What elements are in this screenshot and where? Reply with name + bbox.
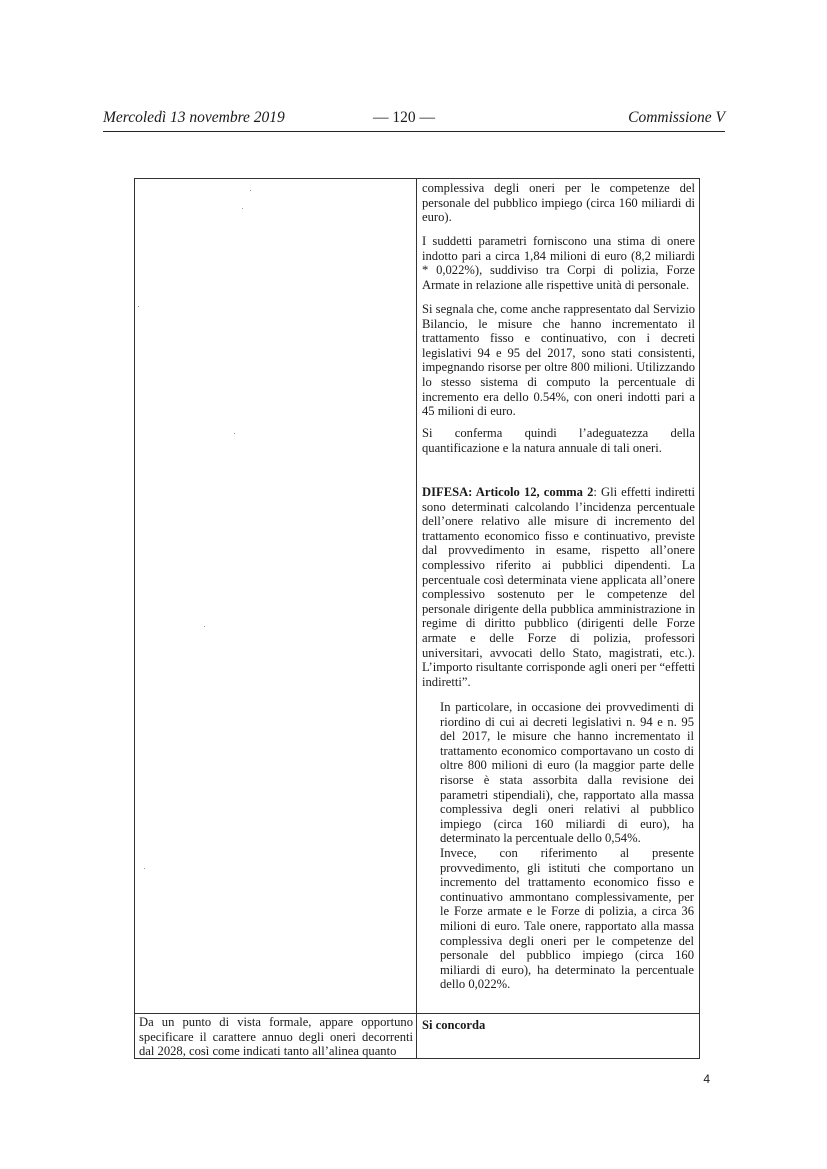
scan-speck — [204, 626, 205, 627]
header-committee: Commissione V — [628, 109, 725, 126]
defence-article-heading: DIFESA: Articolo 12, comma 2 — [422, 485, 594, 499]
footer-page-number: 4 — [703, 1072, 710, 1086]
header-page-number: — 120 — — [373, 109, 435, 126]
scan-speck — [250, 190, 251, 191]
paragraph-indented-detail — [440, 700, 694, 992]
scan-speck — [242, 208, 243, 209]
table-row-divider — [134, 1013, 700, 1014]
defence-article-text: : Gli effetti indiretti sono determinati calcolando l’incidenza percentuale dell’onere relativo alle misure di incremento del trattamento economico fisso e continuativo, previste dal provvedimento in esame, rispetto all’onere complessivo riferito ai pubblici dipendenti. La percentuale così determinata viene applicata all’onere complessivo sostenuto per le competenze del personale dirigente della pubblica amministrazione in regime di diritto pubblico (dirigenti delle Forze armate e delle Forze di polizia, professori universitari, avvocati dello Stato, magistrati, etc.). L’importo risultante corrisponde agli oneri per “effetti indiretti”. — [422, 485, 695, 689]
header-date: Mercoledì 13 novembre 2019 — [103, 109, 285, 126]
scan-speck — [144, 868, 145, 869]
paragraph-defence-article — [422, 485, 695, 689]
paragraph-estimated-charge: I suddetti parametri forniscono una stima di onere indotto pari a circa 1,84 milioni di euro (8,2 miliardi * 0,022%), suddiviso tra Corpi di polizia, Forze Armate in relazione alle rispettive unità di personale. — [422, 234, 695, 292]
formal-remark: Da un punto di vista formale, appare opportuno specificare il carattere annuo degli oneri decorrenti dal 2028, così come indicati tanto all’alinea quanto — [139, 1015, 413, 1059]
scan-speck — [234, 433, 235, 434]
detail-present-measure: Invece, con riferimento al presente provvedimento, gli istituti che comportano un incremento del trattamento economico fisso e continuativo ammontano complessivamente, per le Forze armate e le Forze di polizia, a circa 36 milioni di euro. Tale onere, rapportato alla massa complessiva degli oneri per le competenze del personale del pubblico impiego (circa 160 miliardi di euro), ha determinato la percentuale dello 0,022%. — [440, 845, 694, 992]
table-border-left — [134, 178, 135, 1059]
detail-reorganisation-decrees: In particolare, in occasione dei provvedimenti di riordino di cui ai decreti legislativi n. 94 e n. 95 del 2017, le misure che hanno incrementato il trattamento economico comportavano un costo di oltre 800 milioni di euro (la maggior parte delle risorse è stata assorbita dalla revisione dei parametri stipendiali), che, rapportato alla massa complessiva degli oneri relativi al pubblico impiego (circa 160 miliardi di euro), ha determinato la percentuale dello 0,54%. — [440, 700, 694, 846]
agreement-response: Si concorda — [422, 1018, 486, 1032]
paragraph-confirmation: Si conferma quindi l’adeguatezza della quantificazione e la natura annuale di tali oneri. — [422, 426, 695, 455]
table-border-right — [699, 178, 700, 1059]
scan-speck — [138, 306, 139, 307]
comparison-table — [134, 178, 700, 1059]
table-column-divider — [416, 178, 417, 1059]
paragraph-public-employment-costs: complessiva degli oneri per le competenze del personale del pubblico impiego (circa 160 miliardi di euro). — [422, 181, 695, 225]
table-border-top — [134, 178, 700, 179]
paragraph-budget-service-note: Si segnala che, come anche rappresentato dal Servizio Bilancio, le misure che hanno incrementato il trattamento fisso e continuativo, con i decreti legislativi 94 e 95 del 2017, sono stati consistenti, impegnando risorse per oltre 800 milioni. Utilizzando lo stesso sistema di computo la percentuale di incremento era dello 0.54%, con oneri indotti pari a 45 milioni di euro. — [422, 302, 695, 419]
page-header — [103, 109, 725, 132]
